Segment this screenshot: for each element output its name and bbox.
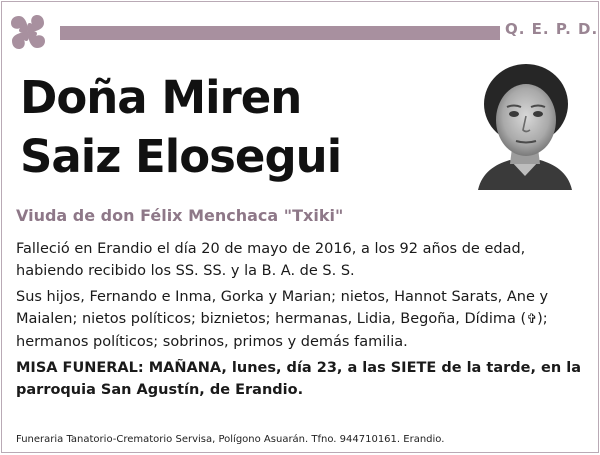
family-list [16, 286, 582, 353]
notice-body [16, 238, 582, 405]
lauburu-icon [4, 8, 52, 56]
deceased-portrait [474, 60, 576, 190]
funeral-home-footer: Funeraria Tanatorio-Crematorio Servisa, Polígono Asuarán. Tfno. 944710161. Erandio. [16, 434, 445, 445]
deceased-name [20, 68, 460, 186]
family-text-part-2: ); hermanos políticos; sobrinos, primos y demás familia. [16, 311, 548, 350]
header-bar [60, 26, 500, 40]
name-line-1: Doña Miren [20, 71, 302, 124]
obituary-notice [1, 1, 599, 453]
name-line-2: Saiz Elosegui [20, 130, 342, 183]
widow-of-line: Viuda de don Félix Menchaca "Txiki" [16, 206, 344, 225]
funeral-mass: MISA FUNERAL: MAÑANA, lunes, día 23, a las SIETE de la tarde, en la parroquia San Agustín, de Erandio. [16, 360, 581, 398]
death-notice: Falleció en Erandio el día 20 de mayo de 2016, a los 92 años de edad, habiendo recibido los SS. SS. y la B. A. de S. S. [16, 241, 526, 279]
qepd-label: Q. E. P. D. [505, 20, 599, 38]
cross-icon: ✞ [526, 312, 538, 327]
family-text-part-1: Sus hijos, Fernando e Inma, Gorka y Marian; nietos, Hannot Sarats, Ane y Maialen; nietos políticos; biznietos; hermanas, Lidia, Begoña, Dídima ( [16, 289, 549, 327]
